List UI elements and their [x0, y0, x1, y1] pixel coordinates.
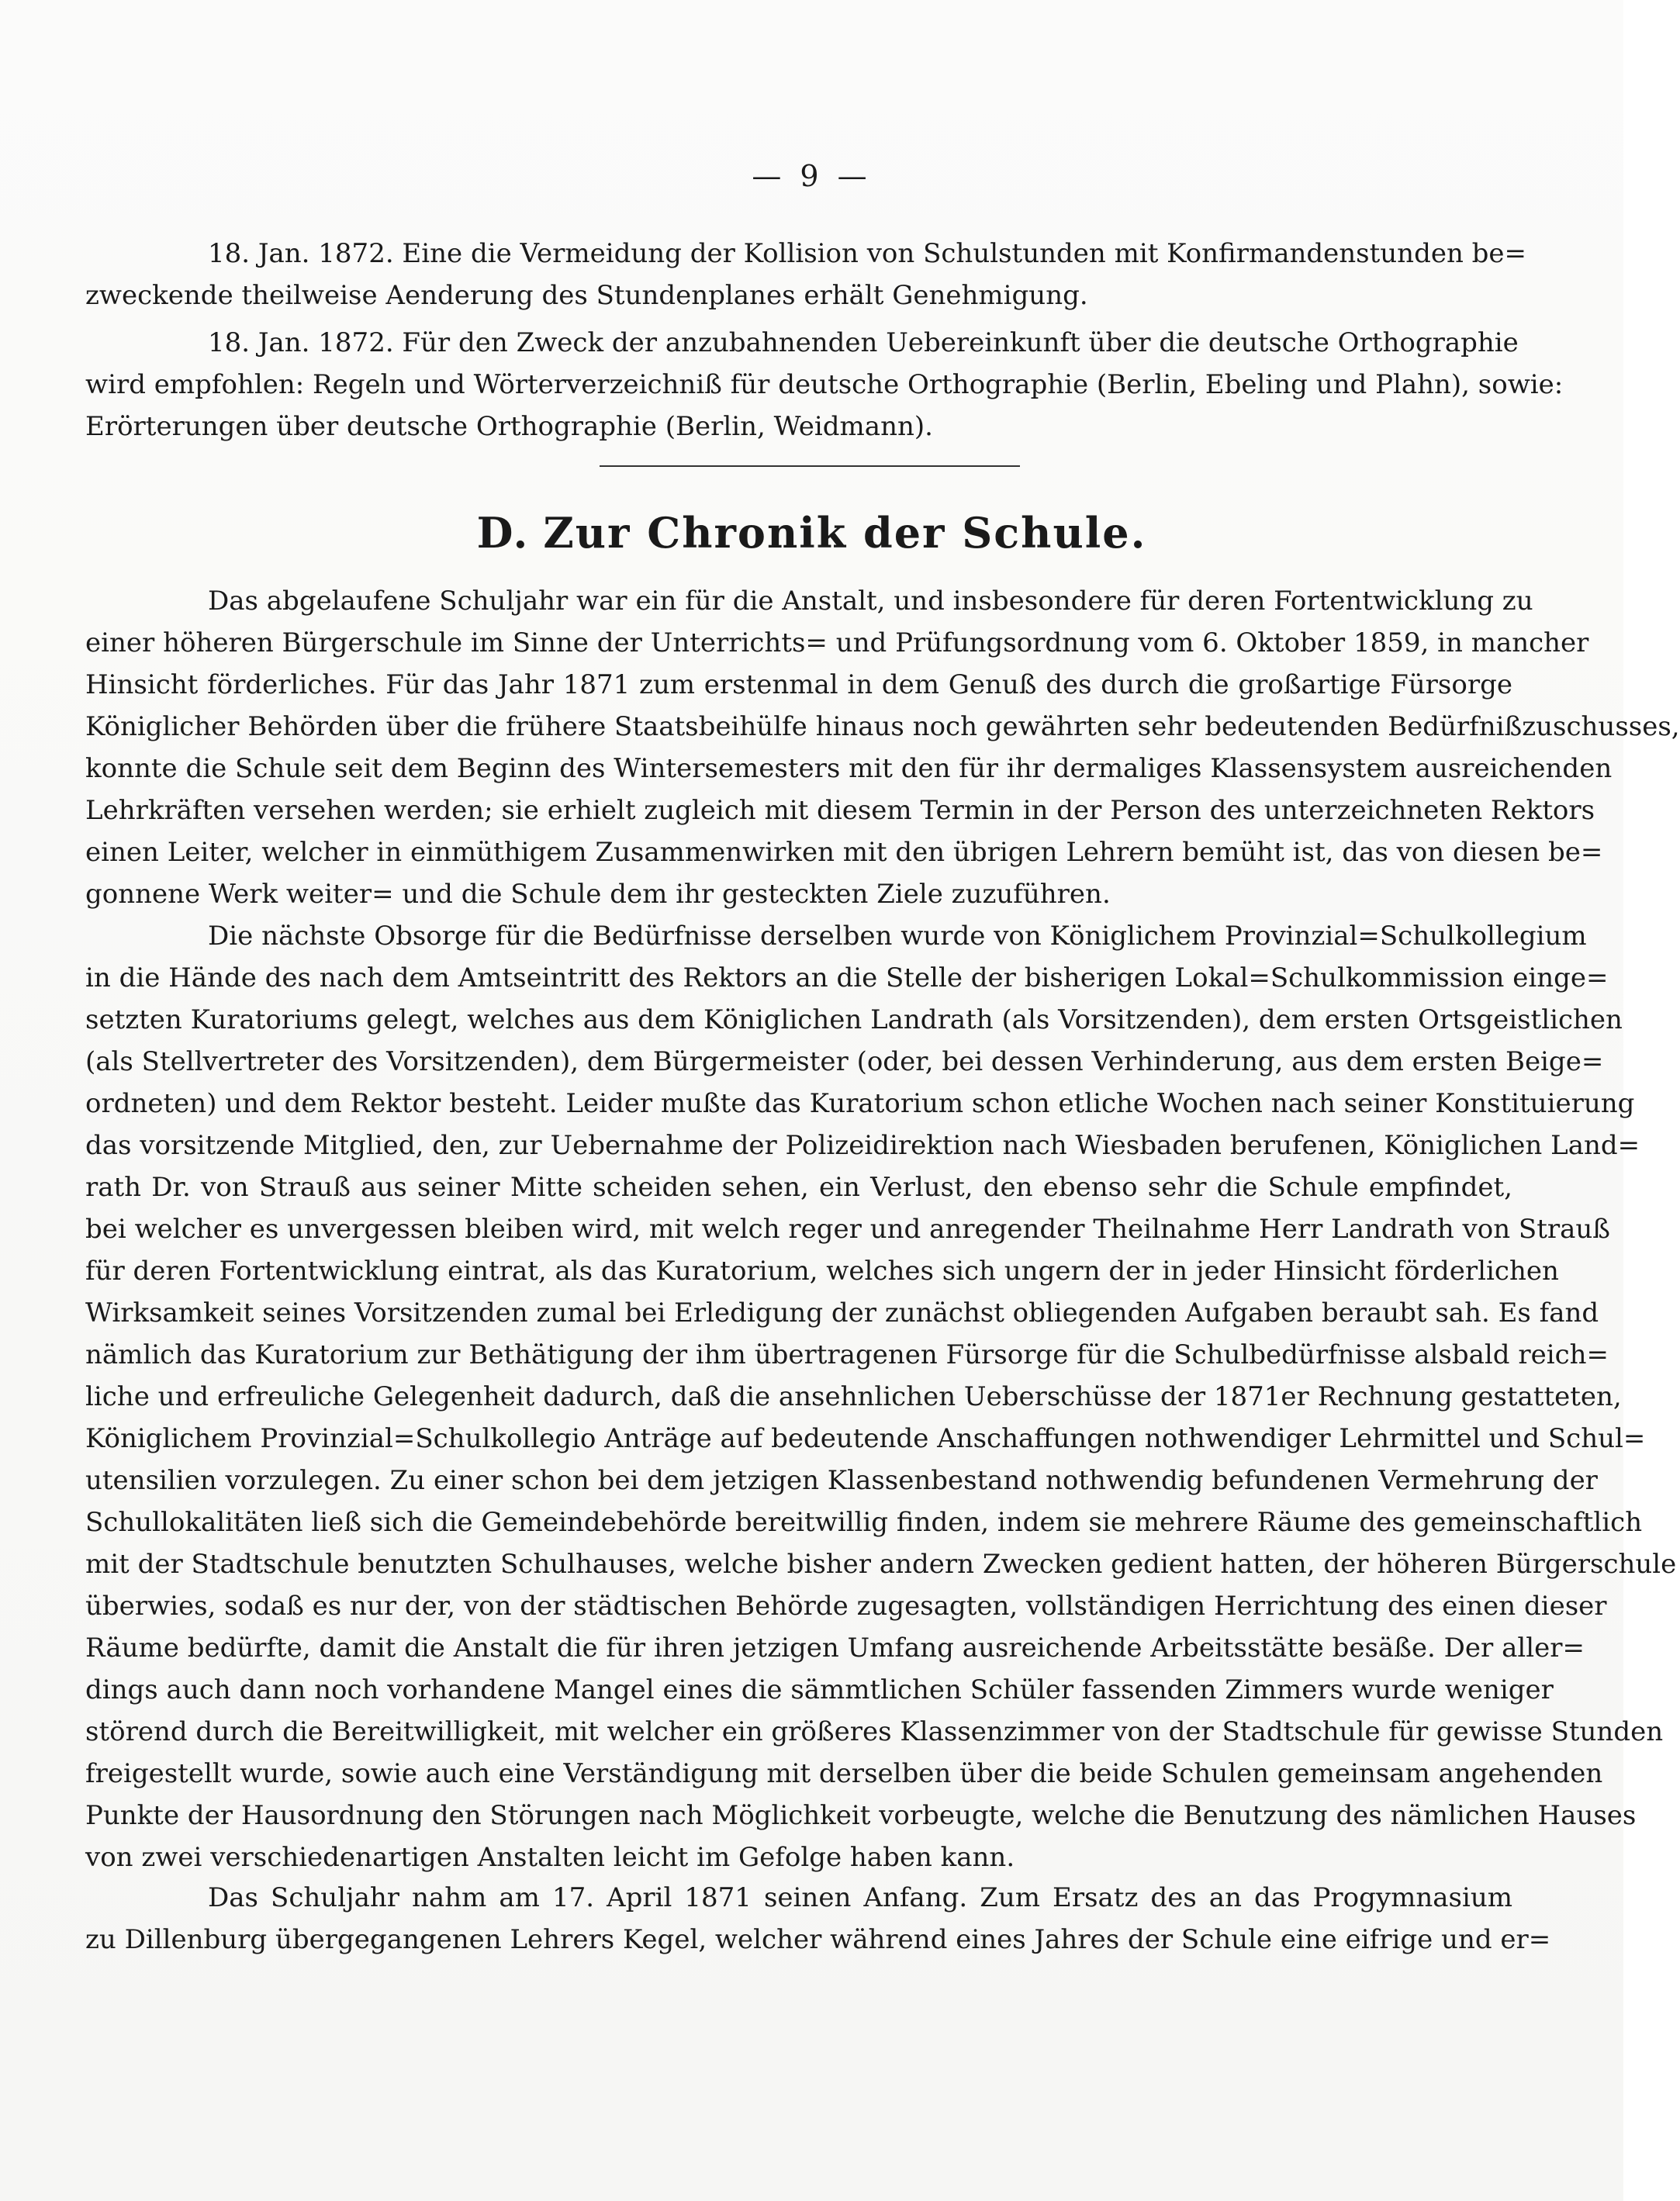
text-line: das vorsitzende Mitglied, den, zur Uebernahme der Polizeidirektion nach Wiesbaden berufenen, Königlichen Land=	[85, 1130, 1640, 1161]
text-line: in die Hände des nach dem Amtseintritt des Rektors an die Stelle der bisherigen Lokal=Schulkommission einge=	[85, 962, 1609, 993]
text-line: Königlichem Provinzial=Schulkollegio Anträge auf bedeutende Anschaffungen nothwendiger Lehrmittel und Schul=	[85, 1423, 1646, 1454]
text-line: von zwei verschiedenartigen Anstalten leicht im Gefolge haben kann.	[85, 1842, 1015, 1873]
text-line: Lehrkräften versehen werden; sie erhielt zugleich mit diesem Termin in der Person des unterzeichneten Rektors	[85, 795, 1595, 826]
text-line: Königlicher Behörden über die frühere Staatsbeihülfe hinaus noch gewährten sehr bedeutenden Bedürfnißzuschusses,	[85, 711, 1680, 742]
section-letter: D.	[476, 508, 530, 558]
text-line: 18. Jan. 1872. Für den Zweck der anzubahnenden Uebereinkunft über die deutsche Orthographie	[208, 327, 1519, 358]
text-line: Räume bedürfte, damit die Anstalt die für ihren jetzigen Umfang ausreichende Arbeitsstätte besäße. Der aller=	[85, 1633, 1585, 1664]
page-number: — 9 —	[752, 159, 872, 193]
text-line: Das Schuljahr nahm am 17. April 1871 seinen Anfang. Zum Ersatz des an das Progymnasium	[208, 1882, 1512, 1913]
notice-entry	[85, 322, 1564, 447]
text-line: nämlich das Kuratorium zur Bethätigung der ihm übertragenen Fürsorge für die Schulbedürfnisse alsbald reich=	[85, 1339, 1609, 1370]
text-line: Punkte der Hausordnung den Störungen nach Möglichkeit vorbeugte, welche die Benutzung des nämlichen Hauses	[85, 1800, 1637, 1831]
section-divider	[600, 465, 1020, 467]
text-line: freigestellt wurde, sowie auch eine Verständigung mit derselben über die beide Schulen gemeinsam angehenden	[85, 1758, 1603, 1789]
text-line: Das abgelaufene Schuljahr war ein für die Anstalt, und insbesondere für deren Fortentwicklung zu	[208, 586, 1533, 617]
text-line: bei welcher es unvergessen bleiben wird, mit welch reger und anregender Theilnahme Herr Landrath von Strauß	[85, 1214, 1611, 1245]
paragraph	[85, 915, 1677, 1878]
section-heading	[0, 508, 1623, 558]
text-line: utensilien vorzulegen. Zu einer schon bei dem jetzigen Klassenbestand nothwendig befundenen Vermehrung der	[85, 1465, 1598, 1496]
text-line: mit der Stadtschule benutzten Schulhauses, welche bisher andern Zwecken gedient hatten, der höheren Bürgerschule	[85, 1549, 1677, 1580]
text-line: rath Dr. von Strauß aus seiner Mitte scheiden sehen, ein Verlust, den ebenso sehr die Schule empfindet,	[85, 1172, 1512, 1203]
text-line: wird empfohlen: Regeln und Wörterverzeichniß für deutsche Orthographie (Berlin, Ebeling und Plahn), sowie:	[85, 369, 1564, 400]
text-line: zweckende theilweise Aenderung des Stundenplanes erhält Genehmigung.	[85, 280, 1088, 311]
section-title: Zur Chronik der Schule.	[543, 508, 1147, 558]
text-line: 18. Jan. 1872. Eine die Vermeidung der Kollision von Schulstunden mit Konfirmandenstunden be=	[208, 238, 1527, 269]
paragraph	[85, 580, 1680, 915]
text-line: gonnene Werk weiter= und die Schule dem ihr gesteckten Ziele zuzuführen.	[85, 879, 1111, 910]
text-line: störend durch die Bereitwilligkeit, mit welcher ein größeres Klassenzimmer von der Stadtschule für gewisse Stunden	[85, 1716, 1664, 1747]
paragraph	[85, 1877, 1551, 1961]
text-line: Die nächste Obsorge für die Bedürfnisse derselben wurde von Königlichem Provinzial=Schulkollegium	[208, 921, 1587, 952]
text-line: Wirksamkeit seines Vorsitzenden zumal bei Erledigung der zunächst obliegenden Aufgaben beraubt sah. Es fand	[85, 1297, 1599, 1329]
text-line: für deren Fortentwicklung eintrat, als das Kuratorium, welches sich ungern der in jeder Hinsicht förderlichen	[85, 1256, 1559, 1287]
text-line: überwies, sodaß es nur der, von der städtischen Behörde zugesagten, vollständigen Herrichtung des einen dieser	[85, 1591, 1607, 1622]
text-line: Schullokalitäten ließ sich die Gemeindebehörde bereitwillig finden, indem sie mehrere Räume des gemeinschaftlich	[85, 1507, 1643, 1538]
text-line: dings auch dann noch vorhandene Mangel eines die sämmtlichen Schüler fassenden Zimmers wurde weniger	[85, 1674, 1554, 1705]
text-line: ordneten) und dem Rektor besteht. Leider mußte das Kuratorium schon etliche Wochen nach seiner Konstituierung	[85, 1088, 1635, 1119]
notice-entry	[85, 233, 1527, 316]
text-line: setzten Kuratoriums gelegt, welches aus dem Königlichen Landrath (als Vorsitzenden), dem ersten Ortsgeistlichen	[85, 1004, 1623, 1035]
text-line: liche und erfreuliche Gelegenheit dadurch, daß die ansehnlichen Ueberschüsse der 1871er Rechnung gestatteten,	[85, 1381, 1622, 1412]
text-line: (als Stellvertreter des Vorsitzenden), dem Bürgermeister (oder, bei dessen Verhinderung, aus dem ersten Beige=	[85, 1046, 1604, 1077]
text-line: zu Dillenburg übergegangenen Lehrers Kegel, welcher während eines Jahres der Schule eine eifrige und er=	[85, 1924, 1551, 1955]
text-line: einer höheren Bürgerschule im Sinne der Unterrichts= und Prüfungsordnung vom 6. Oktober 1859, in mancher	[85, 627, 1589, 658]
text-line: einen Leiter, welcher in einmüthigem Zusammenwirken mit den übrigen Lehrern bemüht ist, das von diesen be=	[85, 837, 1603, 868]
text-line: Erörterungen über deutsche Orthographie (Berlin, Weidmann).	[85, 411, 933, 442]
text-line: konnte die Schule seit dem Beginn des Wintersemesters mit den für ihr dermaliges Klassensystem ausreichenden	[85, 753, 1613, 784]
text-line: Hinsicht förderliches. Für das Jahr 1871 zum erstenmal in dem Genuß des durch die großartige Fürsorge	[85, 669, 1512, 700]
